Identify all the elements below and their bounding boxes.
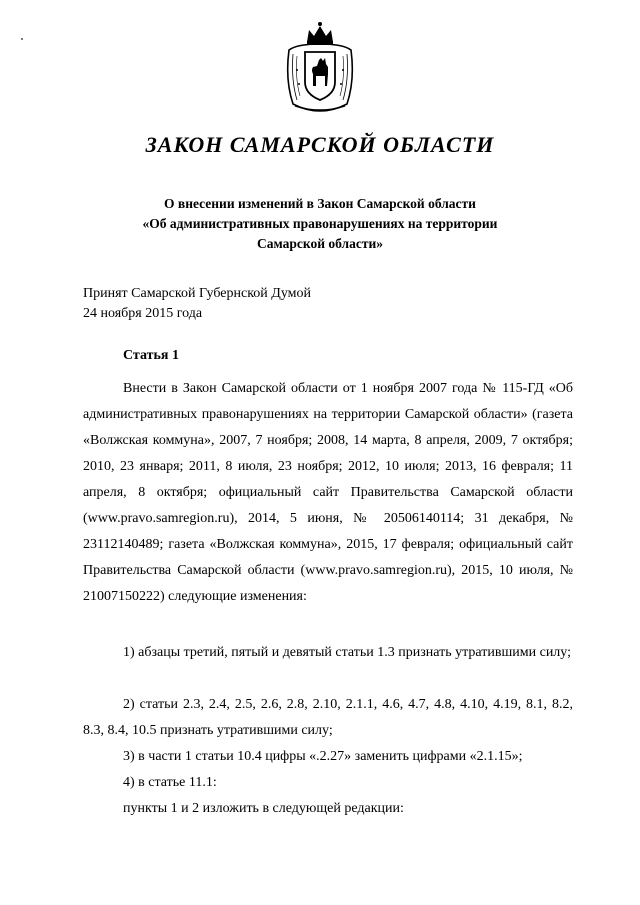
subject-line: О внесении изменений в Закон Самарской области — [164, 196, 476, 211]
adoption-note — [83, 284, 483, 324]
adoption-date: 24 ноября 2015 года — [83, 306, 203, 321]
amendment-item: 1) абзацы третий, пятый и девятый статьи 1.3 признать утратившими силу; — [123, 645, 571, 660]
amendment-item: пункты 1 и 2 изложить в следующей редакции: — [123, 801, 404, 816]
amendment-item: 4) в статье 11.1: — [123, 775, 217, 790]
coat-of-arms-icon — [283, 20, 357, 116]
article-intro: Внести в Закон Самарской области от 1 ноября 2007 года № 115-ГД «Об административных правонарушениях на территории Самарской области» (газета «Волжская коммуна», 2007, 7 ноября; 2008, 14 марта, 8 апреля, 2009, 7 октября; 2010, 23 января; 2011, 8 июля, 23 ноября; 2012, 10 июля; 2013, 16 февраля; 11 апреля, 8 октября; официальный сайт Правительства Самарской области (www.pravo.samregion.ru), 2014, 5 июня, № 20506140114; 31 декабря, № 23112140489; газета «Волжская коммуна», 2015, 17 февраля; официальный сайт Правительства Самарской области (www.pravo.samregion.ru), 2015, 10 июля, № 21007150222) следующие изменения: — [83, 381, 573, 604]
subject-line: Самарской области» — [257, 236, 383, 251]
adopted-by: Принят Самарской Губернской Думой — [83, 286, 312, 301]
amendment-item: 3) в части 1 статьи 10.4 цифры «.2.27» заменить цифрами «2.1.15»; — [123, 749, 523, 764]
article-heading: Статья 1 — [123, 348, 179, 363]
subject-line: «Об административных правонарушениях на территории — [142, 216, 498, 231]
law-subject — [60, 194, 580, 254]
amendment-item: 2) статьи 2.3, 2.4, 2.5, 2.6, 2.8, 2.10, 2.1.1, 4.6, 4.7, 4.8, 4.10, 4.19, 8.1, 8.2, 8.3, 8.4, 10.5 признать утратившими силу; — [83, 697, 573, 738]
scan-speck — [21, 38, 23, 40]
law-title: ЗАКОН САМАРСКОЙ ОБЛАСТИ — [145, 132, 495, 157]
